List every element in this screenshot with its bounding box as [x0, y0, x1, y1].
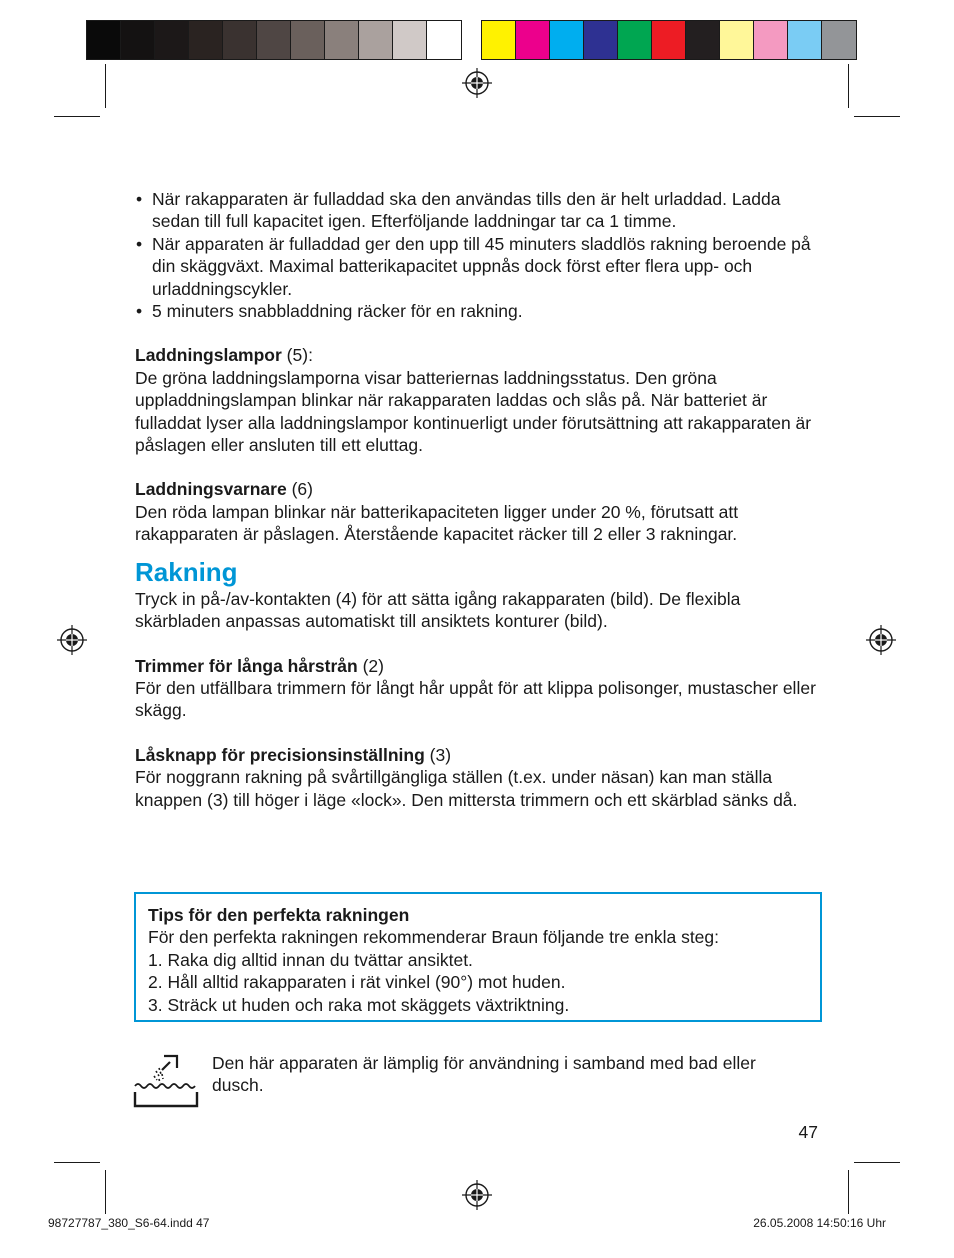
color-swatch [584, 21, 618, 59]
charge-lamps-text: De gröna laddningslamporna visar batteriernas laddningsstatus. Den gröna uppladdningslampan blinkar när rakapparaten laddas och slås på. När batteriet är fulladdat lyser alla laddningslampor kontinuerligt under förutsättning att rakapparaten är påslagen eller ansluten till ett eluttag. [135, 367, 812, 456]
charge-lamps-title: Laddningslampor [135, 345, 282, 366]
trimmer-title: Trimmer för långa hårstrån [135, 655, 358, 676]
shaving-text: Tryck in på-/av-kontakten (4) för att sätta igång rakapparaten (bild). De flexibla skärbladen anpassas automatiskt till ansiktets konturer (bild). [135, 588, 741, 632]
page-number: 47 [798, 1122, 818, 1142]
crop-mark [54, 1162, 100, 1163]
crop-mark [848, 1170, 849, 1214]
tips-title: Tips för den perfekta rakningen [148, 905, 410, 925]
lock-heading [135, 744, 825, 766]
color-swatch [618, 21, 652, 59]
charge-lamps-ref: (5): [281, 345, 313, 366]
color-swatch [87, 21, 121, 59]
tips-step: 2. Håll alltid rakapparaten i rät vinkel (90°) mot huden. [148, 972, 566, 993]
color-swatch [788, 21, 822, 59]
color-swatch [516, 21, 550, 59]
color-swatch [550, 21, 584, 59]
registration-mark-icon [866, 625, 896, 655]
charge-lamps-heading [135, 344, 825, 366]
registration-mark-icon [462, 1180, 492, 1210]
color-swatch [359, 21, 393, 59]
grayscale-color-bar [86, 20, 462, 60]
color-swatch [754, 21, 788, 59]
color-swatch [325, 21, 359, 59]
color-swatch [223, 21, 257, 59]
crop-mark [105, 1170, 106, 1214]
color-swatch [291, 21, 325, 59]
crop-mark [54, 116, 100, 117]
lock-title: Låsknapp för precisionsinställning [135, 744, 425, 765]
tips-step: 1. Raka dig alltid innan du tvättar ansiktet. [148, 949, 473, 970]
color-swatch [121, 21, 155, 59]
color-swatch [686, 21, 720, 59]
crop-mark [848, 64, 849, 108]
tips-step: 3. Sträck ut huden och raka mot skäggets växtriktning. [148, 994, 570, 1015]
charge-warning-ref: (6) [286, 479, 313, 500]
bath-note: Den här apparaten är lämplig för användning i samband med bad eller dusch. [212, 1053, 756, 1096]
charge-warning-text: Den röda lampan blinkar när batterikapaciteten ligger under 20 %, förutsatt att rakapparaten är påslagen. Återstående kapacitet räcker till 2 eller 3 rakningar. [135, 501, 739, 545]
bullet-item: • När rakapparaten är fulladdad ska den användas tills den är helt urladdad. Ladda sedan till full kapacitet igen. Efterföljande laddningar tar ca 1 timme. [135, 188, 825, 233]
page-content [135, 188, 825, 811]
crop-mark [854, 1162, 900, 1163]
bullet-item: • 5 minuters snabbladdning räcker för en rakning. [135, 300, 825, 322]
color-swatch [155, 21, 189, 59]
color-swatch [393, 21, 427, 59]
registration-mark-icon [462, 68, 492, 98]
section-title: Rakning [135, 556, 238, 587]
lock-text: För noggrann rakning på svårtillgängliga ställen (t.ex. under näsan) kan man ställa knappen (3) till höger i läge «lock». Den mittersta trimmern och ett skärblad sänks då. [135, 767, 798, 810]
bath-shower-icon [133, 1052, 199, 1108]
color-swatch [189, 21, 223, 59]
color-swatch [482, 21, 516, 59]
color-swatch [720, 21, 754, 59]
color-swatch [257, 21, 291, 59]
color-swatch [652, 21, 686, 59]
trimmer-heading [135, 655, 825, 677]
crop-mark [854, 116, 900, 117]
bullet-item: • När apparaten är fulladdad ger den upp till 45 minuters sladdlös rakning beroende på din skäggväxt. Maximal batterikapacitet uppnås dock först efter flera upp- och urladdningscykler. [135, 233, 825, 300]
bullet-list [135, 188, 825, 322]
tips-box [134, 892, 822, 1022]
footer-timestamp: 26.05.2008 14:50:16 Uhr [753, 1216, 886, 1230]
charge-warning-heading [135, 478, 825, 500]
charge-warning-title: Laddningsvarnare [135, 479, 287, 500]
lock-ref: (3) [424, 744, 452, 765]
color-swatch [822, 21, 856, 59]
trimmer-text: För den utfällbara trimmern för långt hår uppåt för att klippa polisonger, mustascher eller skägg. [135, 677, 816, 721]
tips-intro: För den perfekta rakningen rekommenderar Braun följande tre enkla steg: [148, 927, 720, 948]
process-color-bar [481, 20, 857, 60]
crop-mark [105, 64, 106, 108]
footer-file: 98727787_380_S6-64.indd 47 [48, 1216, 210, 1230]
tips-steps [148, 949, 808, 1016]
trimmer-ref: (2) [357, 655, 384, 676]
registration-mark-icon [57, 625, 87, 655]
color-swatch [427, 21, 461, 59]
